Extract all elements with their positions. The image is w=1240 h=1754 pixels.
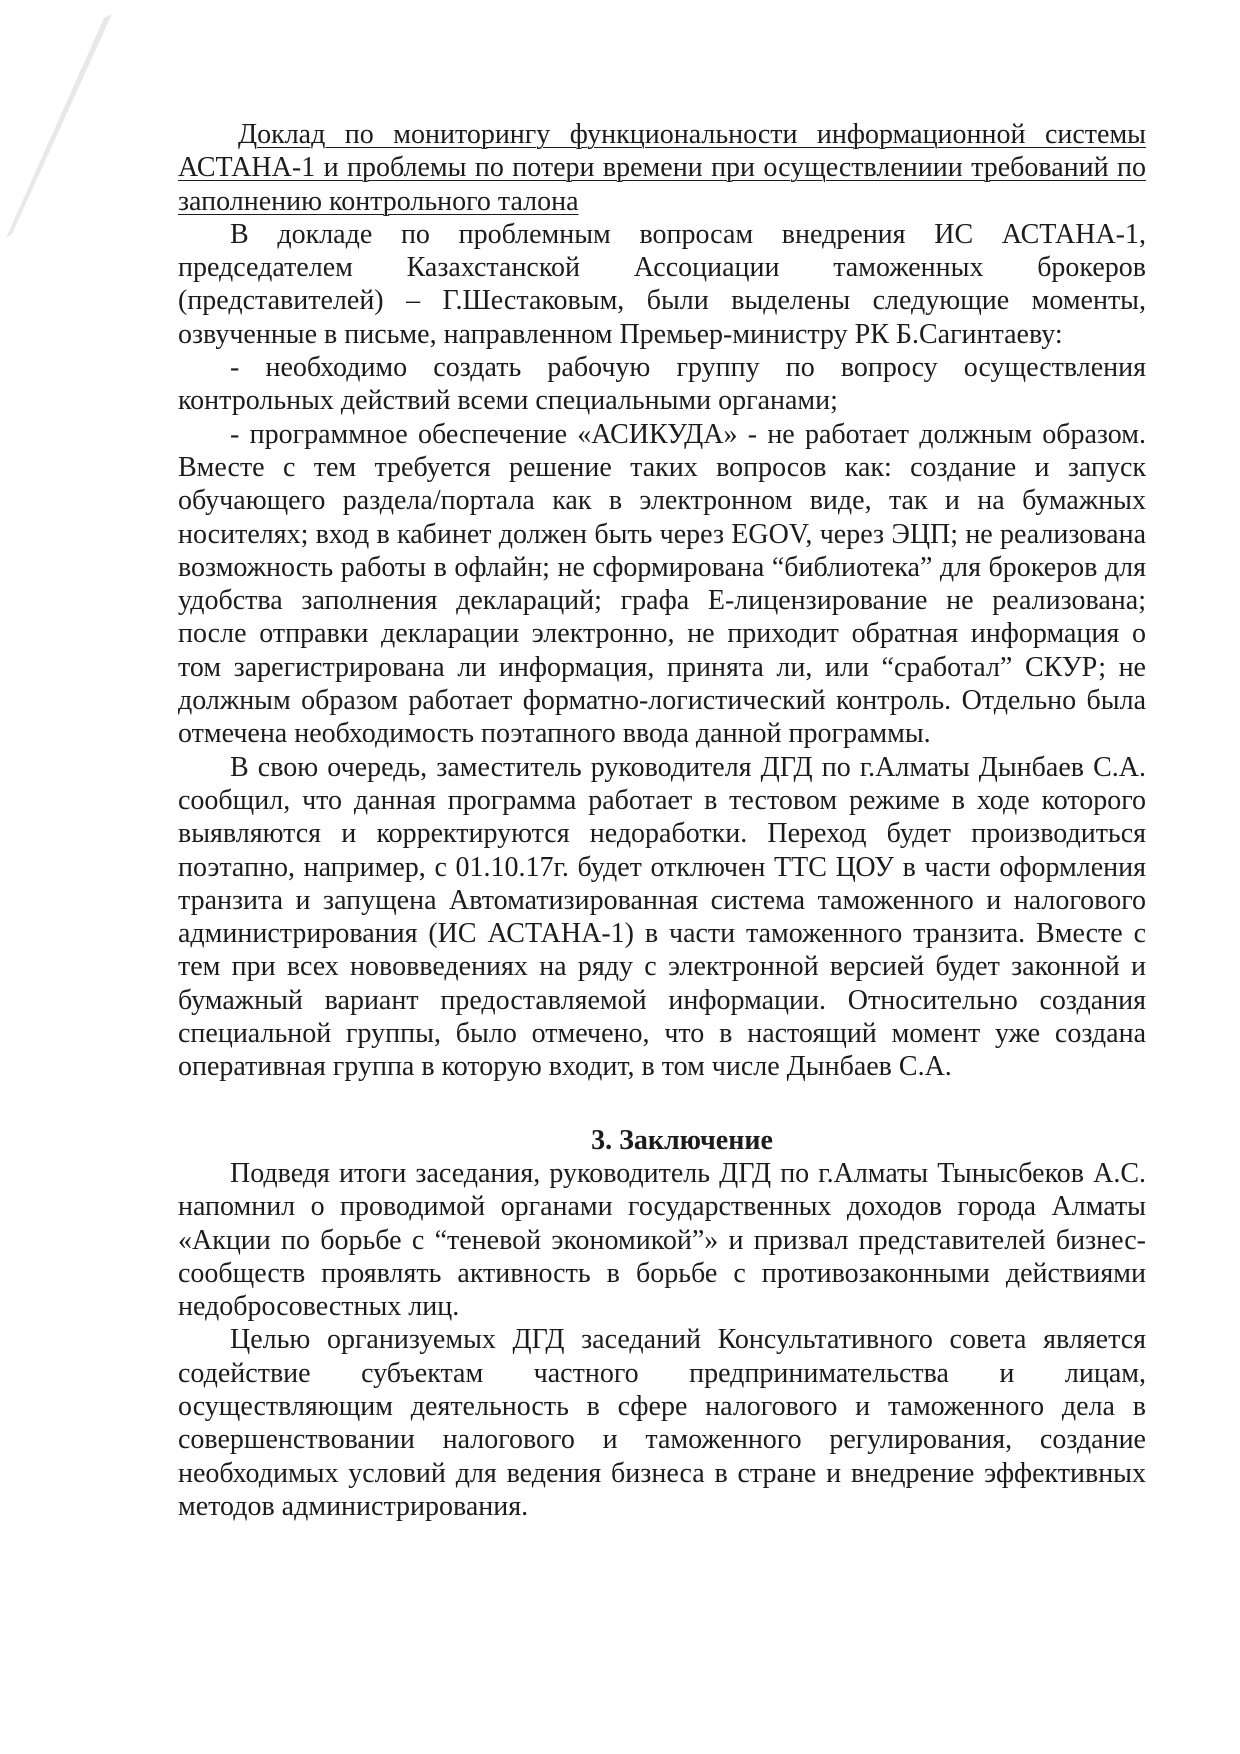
paragraph-report-intro: В докладе по проблемным вопросам внедрения ИС АСТАНА-1, председателем Казахстанской Ассоциации таможенных брокеров (представителей) – Г.Шестаковым, были выделены следующие моменты, озвученные в письме, направленном Премьер-министру РК Б.Сагинтаеву:	[178, 218, 1146, 350]
paragraph-asycuda-issues: - программное обеспечение «АСИКУДА» - не работает должным образом. Вместе с тем требуется решение таких вопросов как: создание и запуск обучающего раздела/портала как в электронном виде, так и на бумажных носителях; вход в кабинет должен быть через EGOV, через ЭЦП; не реализована возможность работы в офлайн; не сформирована “библиотека” для брокеров для удобства заполнения деклараций; графа Е-лицензирование не реализована; после отправки декларации электронно, не приходит обратная информация о том зарегистрирована ли информация, принята ли, или “сработал” СКУР; не должным образом работает форматно-логистический контроль. Отдельно была отмечена необходимость поэтапного ввода данной программы.	[178, 418, 1146, 750]
paragraph-council-goal: Целью организуемых ДГД заседаний Консультативного совета является содействие субъектам частного предпринимательства и лицам, осуществляющим деятельность в сфере налогового и таможенного дела в совершенствовании налогового и таможенного регулирования, создание необходимых условий для ведения бизнеса в стране и внедрение эффективных методов администрирования.	[178, 1324, 1146, 1522]
scan-edge-mark	[0, 0, 140, 260]
paragraph-deputy-response: В свою очередь, заместитель руководителя ДГД по г.Алматы Дынбаев С.А. сообщил, что данная программа работает в тестовом режиме в ходе которого выявляются и корректируются недоработки. Переход будет производиться поэтапно, например, с 01.10.17г. будет отключен ТТС ЦОУ в части оформления транзита и запущена Автоматизированная система таможенного и налогового администрирования (ИС АСТАНА-1) в части таможенного транзита. Вместе с тем при всех нововведениях на ряду с электронной версией будет законной и бумажный вариант предоставляемой информации. Относительно создания специальной группы, было отмечено, что в настоящий момент уже создана оперативная группа в которую входит, в том числе Дынбаев С.А.	[178, 751, 1146, 1083]
document-title: Доклад по мониторингу функциональности информационной системы АСТАНА-1 и проблемы по потери времени при осуществлениии требований по заполнению контрольного талона	[178, 119, 1146, 217]
paragraph-conclusion-summary: Подведя итоги заседания, руководитель ДГД по г.Алматы Тынысбеков А.С. напомнил о проводимой органами государственных доходов города Алматы «Акции по борьбе с “теневой экономикой”» и призвал представителей бизнес-сообществ проявлять активность в борьбе с противозаконными действиями недобросовестных лиц.	[178, 1157, 1146, 1323]
paragraph-working-group: - необходимо создать рабочую группу по вопросу осуществления контрольных действий всеми специальными органами;	[178, 352, 1146, 417]
section-heading-conclusion: 3. Заключение	[591, 1124, 773, 1156]
document-page	[178, 118, 1146, 1523]
